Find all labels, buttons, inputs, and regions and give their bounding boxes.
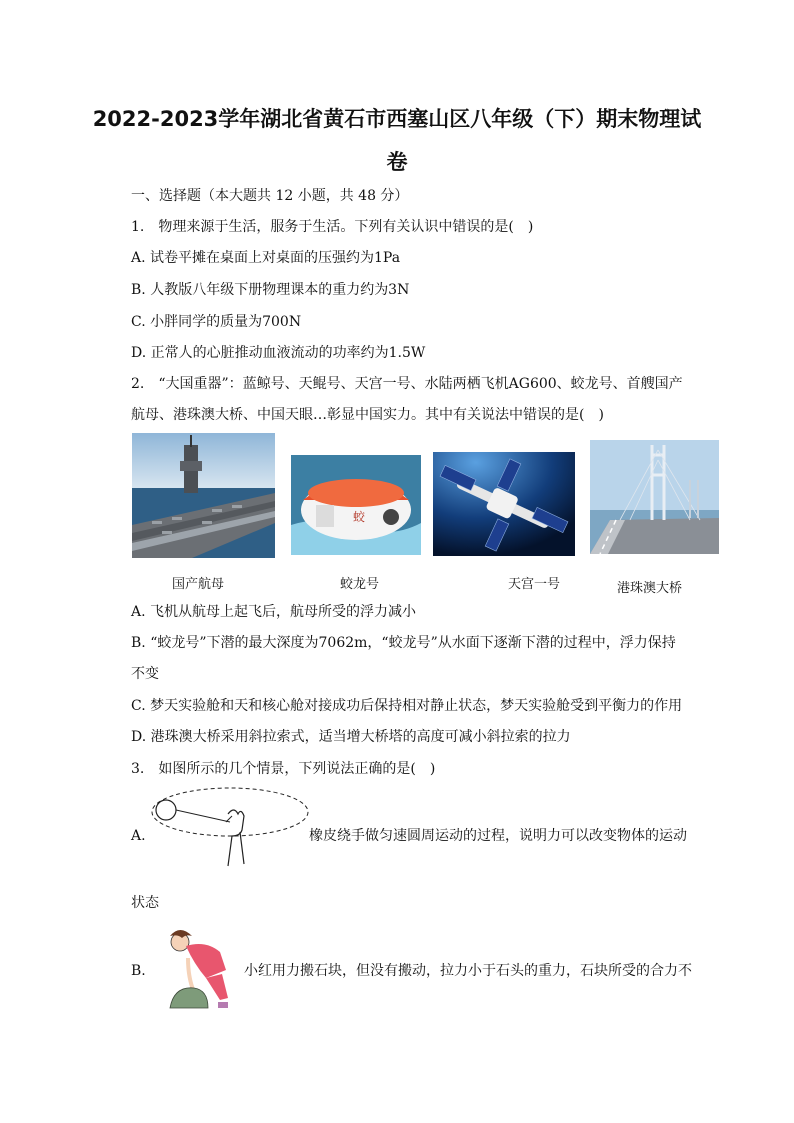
q2-option-a: A. 飞机从航母上起飞后，航母所受的浮力减小 (131, 604, 417, 620)
exam-title-line1: 2022-2023学年湖北省黄石市西塞山区八年级（下）期末物理试 (92, 107, 702, 131)
q3-stem: 3. 如图所示的几个情景，下列说法正确的是( ) (131, 761, 436, 777)
tiangong-station-photo (433, 452, 575, 556)
rubber-circular-motion-figure (148, 786, 310, 882)
q2-option-d: D. 港珠澳大桥采用斜拉索式，适当增大桥塔的高度可减小斜拉索的拉力 (131, 729, 571, 745)
q1-option-c: C. 小胖同学的质量为700N (131, 314, 302, 330)
caption-jiaolong: 蛟龙号 (340, 577, 380, 592)
q2-option-c: C. 梦天实验舱和天和核心舱对接成功后保持相对静止状态，梦天实验舱受到平衡力的作用 (131, 698, 683, 714)
aircraft-carrier-photo (132, 433, 275, 558)
caption-aircraft-carrier: 国产航母 (172, 577, 225, 592)
jiaolong-submersible-photo (291, 455, 421, 555)
caption-hzm-bridge: 港珠澳大桥 (617, 581, 683, 596)
q1-option-d: D. 正常人的心脏推动血液流动的功率约为1.5W (131, 345, 426, 361)
exam-title-line2: 卷 (386, 150, 408, 174)
q1-option-a: A. 试卷平摊在桌面上对桌面的压强约为1Pa (131, 250, 401, 266)
svg-text:蛟: 蛟 (353, 510, 366, 524)
q1-option-b: B. 人教版八年级下册物理课本的重力约为3N (131, 282, 410, 298)
q1-stem: 1. 物理来源于生活，服务于生活。下列有关认识中错误的是( ) (131, 219, 534, 235)
q2-option-b-line1: B. “蛟龙号”下潜的最大深度为7062m，“蛟龙号”从水面下逐渐下潜的过程中，浮力保持 (131, 635, 676, 651)
q2-stem-line1: 2. “大国重器”：蓝鲸号、天鲲号、天宫一号、水陆两栖飞机AG600、蛟龙号、首艘国产 (131, 376, 683, 392)
hzm-bridge-photo (590, 440, 719, 554)
section-heading: 一、选择题（本大题共 12 小题，共 48 分） (131, 188, 409, 204)
q3-option-a-text-cont: 状态 (131, 895, 159, 911)
q3-option-b-label: B. (131, 963, 146, 979)
q2-stem-line2: 航母、港珠澳大桥、中国天眼…彰显中国实力。其中有关说法中错误的是( ) (131, 407, 604, 423)
q3-option-b-text: 小红用力搬石块，但没有搬动，拉力小于石头的重力，石块所受的合力不 (244, 963, 692, 979)
q2-option-b-line2: 不变 (131, 666, 159, 682)
q3-option-a-label: A. (131, 828, 146, 844)
caption-tiangong: 天宫一号 (508, 577, 561, 592)
q3-option-a-text: 橡皮绕手做匀速圆周运动的过程，说明力可以改变物体的运动 (309, 828, 687, 844)
girl-lifting-stone-figure (160, 928, 240, 1010)
